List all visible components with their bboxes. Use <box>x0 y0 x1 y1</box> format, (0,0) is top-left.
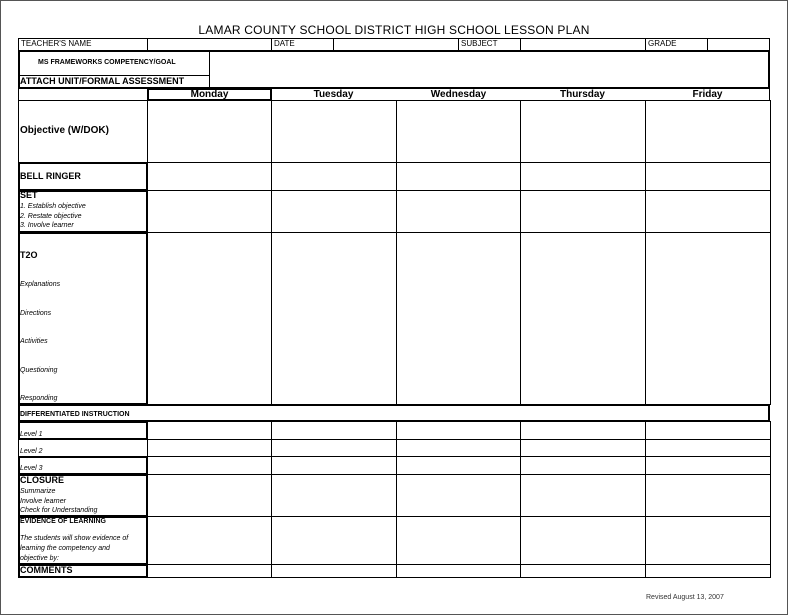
level-2-row-day-cell[interactable] <box>396 439 521 457</box>
level-1-row-day-cell[interactable] <box>271 421 397 440</box>
competency-field[interactable] <box>209 50 770 89</box>
evidence-row-day-cell[interactable] <box>645 516 771 565</box>
level-1-row-day-cell[interactable] <box>645 421 771 440</box>
bell-ringer-row-day-cell[interactable] <box>271 162 397 191</box>
comments-row-day-cell[interactable] <box>520 564 646 578</box>
t2o-item-explanations: Explanations <box>20 281 61 288</box>
level-2-row-day-cell[interactable] <box>147 439 272 457</box>
comments-row-day-cell[interactable] <box>271 564 397 578</box>
bell-ringer-row-day-cell[interactable] <box>147 162 272 191</box>
bell-ringer-label: BELL RINGER <box>20 171 81 181</box>
set-row-day-cell[interactable] <box>271 190 397 233</box>
objective-row-day-cell[interactable] <box>520 100 646 163</box>
t2o-item-questioning: Questioning <box>20 367 58 374</box>
closure-item: Check for Understanding <box>20 507 98 514</box>
set-item: 1. Establish objective <box>20 203 86 210</box>
level-2-row-day-cell[interactable] <box>645 439 771 457</box>
closure-row-day-cell[interactable] <box>645 474 771 517</box>
day-thursday: Thursday <box>559 89 605 100</box>
set-row-day-cell[interactable] <box>147 190 272 233</box>
document-title: LAMAR COUNTY SCHOOL DISTRICT HIGH SCHOOL LESSON PLAN <box>198 23 590 37</box>
t2o-row-day-cell[interactable] <box>645 232 771 405</box>
t2o-row-day-cell[interactable] <box>520 232 646 405</box>
evidence-line: The students will show evidence of <box>20 535 129 542</box>
level-2-row-day-cell[interactable] <box>520 439 646 457</box>
objective-row-day-cell[interactable] <box>271 100 397 163</box>
t2o-row-day-cell[interactable] <box>147 232 272 405</box>
set-row-day-cell[interactable] <box>520 190 646 233</box>
evidence-row-day-cell[interactable] <box>271 516 397 565</box>
bell-ringer-row-day-cell[interactable] <box>396 162 521 191</box>
comments-label: COMMENTS <box>20 565 73 575</box>
comments-row-day-cell[interactable] <box>645 564 771 578</box>
evidence-row-day-cell[interactable] <box>396 516 521 565</box>
objective-label: Objective (W/DOK) <box>20 125 109 136</box>
evidence-line: objective by: <box>20 555 59 562</box>
level-3-row-day-cell[interactable] <box>147 456 272 475</box>
level-3-row-day-cell[interactable] <box>396 456 521 475</box>
differentiated-instruction-label: DIFFERENTIATED INSTRUCTION <box>20 411 130 418</box>
level-2-label: Level 2 <box>20 448 43 455</box>
t2o-row-day-cell[interactable] <box>271 232 397 405</box>
set-item: 3. Involve learner <box>20 222 74 229</box>
set-row-day-cell[interactable] <box>645 190 771 233</box>
t2o-item-responding: Responding <box>20 395 58 402</box>
day-monday: Monday <box>190 89 229 100</box>
objective-row-day-cell[interactable] <box>645 100 771 163</box>
t2o-row-day-cell[interactable] <box>396 232 521 405</box>
set-row-day-cell[interactable] <box>396 190 521 233</box>
teacher-name-label: TEACHER'S NAME <box>21 39 92 48</box>
subject-label: SUBJECT <box>461 39 498 48</box>
day-wednesday: Wednesday <box>430 89 487 100</box>
t2o-item-activities: Activities <box>20 338 48 345</box>
level-1-row-day-cell[interactable] <box>396 421 521 440</box>
closure-item: Summarize <box>20 488 56 495</box>
evidence-row-day-cell[interactable] <box>520 516 646 565</box>
level-1-label: Level 1 <box>20 431 43 438</box>
level-2-row-day-cell[interactable] <box>271 439 397 457</box>
level-1-row-day-cell[interactable] <box>147 421 272 440</box>
closure-row-day-cell[interactable] <box>271 474 397 517</box>
day-friday: Friday <box>692 89 723 100</box>
evidence-heading: EVIDENCE OF LEARNING <box>20 518 106 525</box>
t2o-item-directions: Directions <box>20 310 52 317</box>
set-item: 2. Restate objective <box>20 213 82 220</box>
competency-label: MS FRAMEWORKS COMPETENCY/GOAL <box>38 59 176 66</box>
comments-row-day-cell[interactable] <box>147 564 272 578</box>
level-3-row-day-cell[interactable] <box>645 456 771 475</box>
closure-item: Involve learner <box>20 498 66 505</box>
t2o-heading: T2O <box>20 250 38 260</box>
level-3-row-day-cell[interactable] <box>520 456 646 475</box>
evidence-row-day-cell[interactable] <box>147 516 272 565</box>
comments-row-day-cell[interactable] <box>396 564 521 578</box>
closure-row-day-cell[interactable] <box>520 474 646 517</box>
closure-row-day-cell[interactable] <box>396 474 521 517</box>
date-label: DATE <box>274 39 295 48</box>
revised-date: Revised August 13, 2007 <box>646 594 724 601</box>
day-tuesday: Tuesday <box>313 89 354 100</box>
level-3-row-day-cell[interactable] <box>271 456 397 475</box>
bell-ringer-row-day-cell[interactable] <box>520 162 646 191</box>
level-1-row-day-cell[interactable] <box>520 421 646 440</box>
closure-row-day-cell[interactable] <box>147 474 272 517</box>
level-3-label: Level 3 <box>20 465 43 472</box>
differentiated-row <box>18 404 770 422</box>
objective-row-day-cell[interactable] <box>147 100 272 163</box>
closure-heading: CLOSURE <box>20 475 65 485</box>
objective-row-day-cell[interactable] <box>396 100 521 163</box>
bell-ringer-row-day-cell[interactable] <box>645 162 771 191</box>
assessment-label: ATTACH UNIT/FORMAL ASSESSMENT <box>20 76 185 86</box>
evidence-line: learning the competency and <box>20 545 110 552</box>
set-heading: SET <box>20 190 38 200</box>
grade-label: GRADE <box>648 39 677 48</box>
